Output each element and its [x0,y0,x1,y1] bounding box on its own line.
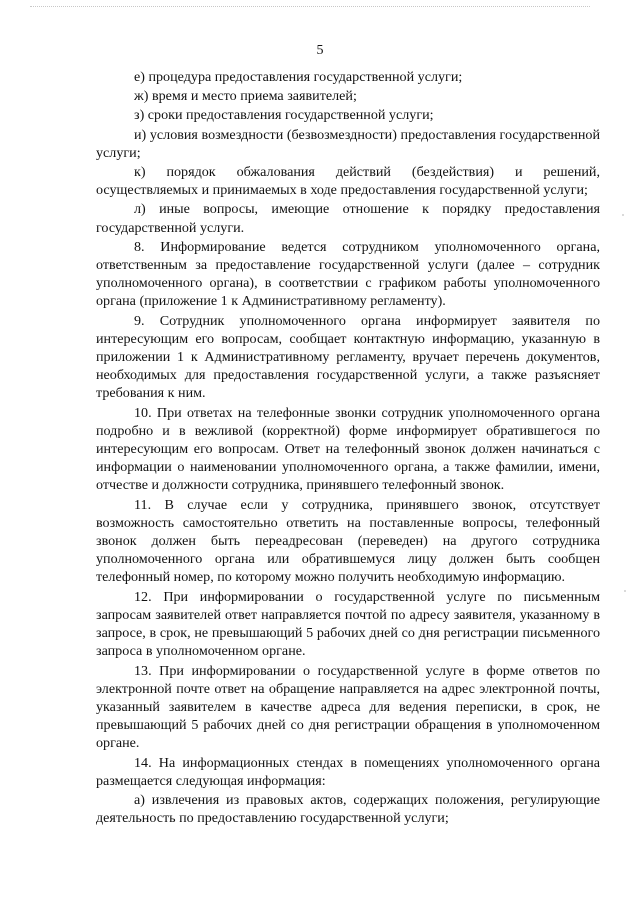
list-item-k: к) порядок обжалования действий (бездействия) и решений, осуществляемых и принимаемых в ходе предоставления государственной услуги; [96,164,600,199]
paragraph-11: 11. В случае если у сотрудника, принявшего звонок, отсутствует возможность самостоятельно ответить на поставленные вопросы, телефонный звонок должен быть переадресован (переведен) на другого сотрудника уполномоченного органа или обратившемуся лицу должен быть сообщен телефонный номер, по которому можно получить необходимую информацию. [96,496,600,586]
paragraph-8: 8. Информирование ведется сотрудником уполномоченного органа, ответственным за предоставление государственной услуги (далее – сотрудник уполномоченного органа), в соответствии с графиком работы уполномоченного органа (приложение 1 к Административному регламенту). [96,238,600,310]
paragraph-10: 10. При ответах на телефонные звонки сотрудник уполномоченного органа подробно и в вежливой (корректной) форме информирует обратившегося по интересующим его вопросам. Ответ на телефонный звонок должен начинаться с информации о наименовании уполномоченного органа, а также фамилии, имени, отчестве и должности сотрудника, принявшего телефонный звонок. [96,404,600,494]
list-item-z: з) сроки предоставления государственной услуги; [134,107,434,124]
list-item-zh: ж) время и место приема заявителей; [134,88,357,105]
list-item-e: е) процедура предоставления государственной услуги; [134,69,463,85]
paragraph-9: 9. Сотрудник уполномоченного органа информирует заявителя по интересующим его вопросам, сообщает контактную информацию, указанную в приложении 1 к Административному регламенту, вручает перечень документов, необходимых для предоставления государственной услуги, а также разъясняет требования к ним. [96,312,600,402]
page-number: 5 [316,43,324,58]
list-item-i: и) условия возмездности (безвозмездности) предоставления государственной услуги; [96,126,600,161]
scan-speck [622,214,624,216]
list-item-l: л) иные вопросы, имеющие отношение к порядку предоставления государственной услуги. [96,201,600,236]
scan-artifact-line [30,6,590,7]
document-body [96,68,600,827]
paragraph-12: 12. При информировании о государственной услуге по письменным запросам заявителей ответ направляется почтой по адресу заявителя, указанному в запросе, в срок, не превышающий 5 рабочих дней со дня регистрации письменного запроса в уполномоченном органе. [96,588,600,660]
list-item-a: а) извлечения из правовых актов, содержащих положения, регулирующие деятельность по предоставлению государственной услуги; [96,791,600,827]
paragraph-13: 13. При информировании о государственной услуге в форме ответов по электронной почте ответ на обращение направляется на адрес электронной почты, указанный заявителем в качестве адреса для ведения переписки, в срок, не превышающий 5 рабочих дней со дня регистрации обращения в уполномоченном органе. [96,662,600,752]
paragraph-14: 14. На информационных стендах в помещениях уполномоченного органа размещается следующая информация: [96,754,600,789]
scan-speck [624,590,626,592]
